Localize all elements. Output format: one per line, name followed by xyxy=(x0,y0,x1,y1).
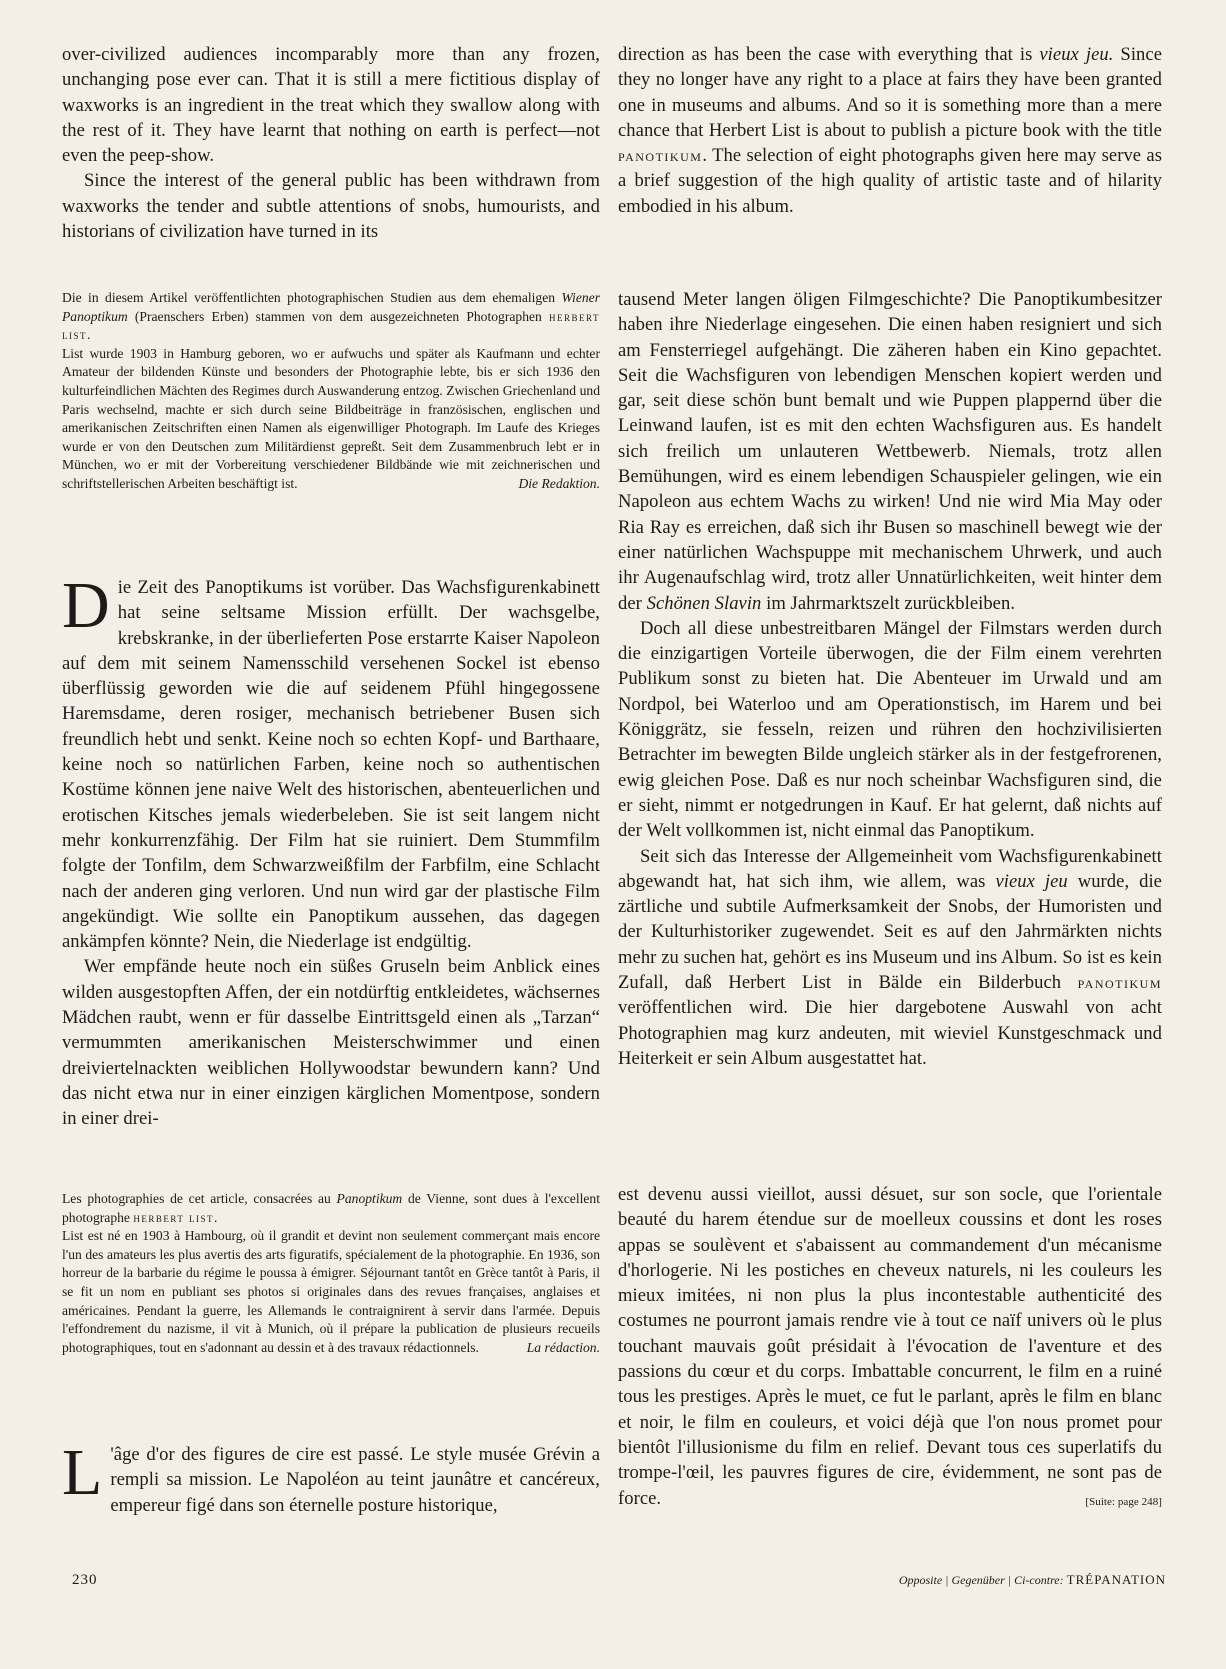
english-left-column xyxy=(62,42,600,244)
german-right-column xyxy=(618,287,1162,1071)
text-run: (Praenschers Erben) stammen von dem ausgezeichneten Photographen xyxy=(127,308,550,324)
german-paragraph xyxy=(618,844,1162,1072)
german-paragraph: Wer empfände heute noch ein süßes Gruseln beim Anblick eines wilden ausgestopften Affen, der ein notdürftig entkleidetes, wächsernes Mädchen raubt, wenn er für dasselbe Eintrittsgeld einen als „Tarzan“ vermummten amerikanischen Meisterschwimmer und einen dreiviertelnackten weiblichen Hollywoodstar bewundern kann? Und das nicht etwa nur in einer einzigen kärglichen Momentpose, sondern in einer drei- xyxy=(62,956,600,1130)
editor-signature: Die Redaktion. xyxy=(518,475,600,491)
french-right-column xyxy=(618,1182,1162,1515)
german-paragraph xyxy=(62,569,600,954)
text-run: List est né en 1903 à Hambourg, où il grandit et devint non seulement commerçant mais encore l'un des amateurs les plus avertis des arts figuratifs, spécialement de la photographie. En 1936, son horreur de la barbarie du régime le poussa à émigrer. Séjournant tantôt en Grèce tantôt à Paris, il se fit un nom en publiant ses photos si originales dans des revues françaises, anglaises et américaines. Pendant la guerre, les Allemands le contraignirent à servir dans l'armée. Depuis l'effondrement du nazisme, il vit à Munich, où il prépare la publication de plusieurs recueils photographiques, tout en s'adonnant au dessin et à des travaux rédactionnels. xyxy=(62,1228,600,1355)
text-run: . The selection of eight photographs given here may serve as a brief suggestion of the high quality of artistic taste and of hilarity embodied in his album. xyxy=(618,145,1162,217)
italic-run: vieux jeu xyxy=(995,870,1068,892)
note-paragraph xyxy=(62,1227,600,1357)
note-paragraph xyxy=(62,345,600,494)
text-run: List wurde 1903 in Hamburg geboren, wo er aufwuchs und später als Kaufmann und echter Amateur der bildenden Künste und besonders der Photographie lebte, bis er sich 1936 den kulturfeindlichen Mächten des Regimes durch Auswanderung entzog. Zwischen Griechenland und Paris wechselnd, machte er sich durch seine Bildbeiträge in französischen, englischen und amerikanischen Zeitschriften einen Namen als eigenwilliger Photograph. Im Laufe des Krieges wurde er von den Deutschen zum Militärdienst gepreßt. Seit dem Zusammenbruch lebt er in München, wo er mit der Vorbereitung verschiedener Bildbände wie mit zeichnerischen und schriftstellerischen Arbeiten beschäftigt ist. xyxy=(62,345,600,491)
text-run: Les photographies de cet article, consacrées au xyxy=(62,1191,337,1206)
german-paragraph xyxy=(618,287,1162,616)
italic-run: vieux jeu. xyxy=(1039,44,1114,65)
text-run: . xyxy=(213,1209,218,1225)
french-paragraph xyxy=(618,1182,1162,1511)
french-editor-note xyxy=(62,1190,600,1357)
german-editor-note xyxy=(62,289,600,494)
english-paragraph: Since the interest of the general public has been withdrawn from waxworks the tender and subtle attentions of snobs, humourists, and historians of civilization have turned in its xyxy=(62,170,600,243)
text-run: est devenu aussi vieillot, aussi désuet, sur son socle, que l'orientale beauté du harem étendue sur de moelleux coussins et dont les roses appas se soulèvent et s'abaissent au commandement d'un mécanisme d'horlogerie. Ni les postiches en cheveux naturels, ni les couleurs les mieux imitées, ni non plus la plus incontestable authenticité des costumes ne pourront jamais rendre vie à tout ce naïf univers où le plus touchant mauvais goût présidait à l'évocation de l'aventure et des passions du cœur et du corps. Imbattable concurrent, le film en a ruiné tous les prestiges. Après le muet, ce fut le parlant, après le film en blanc et noir, le film en couleurs, et voici déjà que l'on nous promet pour bientôt l'illusionisme du film en relief. Devant tous ces superlatifs du trompe-l'œil, les pauvres figures de cire, évidemment, ne sont pas de force. xyxy=(618,1184,1162,1509)
english-right-column xyxy=(618,42,1162,219)
text-run: Since they no longer have any right to a place at fairs they have been granted one in museums and albums. And so it is something more than a mere chance that Herbert List is about to publish a picture book with the title xyxy=(618,44,1162,141)
text-run: Die in diesem Artikel veröffentlichten photographischen Studien aus dem ehemaligen xyxy=(62,290,562,305)
french-paragraph xyxy=(62,1436,600,1518)
small-caps-title: panotikum xyxy=(618,146,703,166)
text-run: im Jahrmarktszelt zurückbleiben. xyxy=(761,592,1016,614)
continuation-note: [Suite: page 248] xyxy=(1085,1495,1162,1508)
text-run: tausend Meter langen öligen Filmgeschichte? Die Panoptikumbesitzer haben ihre Niederlage eingesehen. Die einen haben resigniert und sich am Fensterriegel aufgehängt. Die zäheren haben ein Kino gepachtet. Seit die Wachsfiguren von lebendigen Menschen kopiert werden und gar, seit diese schön bunt bemalt und wie Puppen plappernd über die Leinwand laufen, ist es mit den echten Wachsfiguren aus. Es handelt sich freilich um unlauteren Wettbewerb. Niemals, trotz allen Bemühungen, wird es einem lebendigen Schauspieler gelingen, wie ein Napoleon aus echtem Wachs zu wirken! Und nie wird Mia May oder Ria Ray es erreichen, daß sich ihr Busen so maschinell bewegt wie der einer natürlichen Wachspuppe mit mechanischem Uhrwerk, und auch ihr Augenaufschlag wird, trotz aller Unnatürlichkeiten, weit hinter dem der xyxy=(618,289,1162,614)
italic-run: Panoptikum xyxy=(336,1191,403,1206)
french-body-column xyxy=(62,1436,600,1518)
german-body-column xyxy=(62,569,600,1132)
text-run: ie Zeit des Panoptikums ist vorüber. Das Wachsfigurenkabinett hat seine seltsame Mission erfüllt. Der wachsgelbe, krebskranke, in der überlieferten Pose erstarrte Kaiser Napoleon auf dem mit seinem Namensschild versehenen Sockel ist ebenso überflüssig geworden wie die auf seidenem Pfühl hingegossene Haremsdame, deren rosiger, mechanisch betriebener Busen sich freundlich hebt und senkt. Keine noch so echten Kopf- und Barthaare, keine noch so natürlichen Farben, keine noch so authentischen Kostüme können jene naive Welt des historischen, abenteuerlichen und erotischen Kitsches jemals wiederbeleben. Sie ist seit langem nicht mehr konkurrenzfähig. Der Film hat sie ruiniert. Dem Stummfilm folgte der Tonfilm, dem Schwarzweißfilm der Farbfilm, eine Schlacht nach der anderen ging verloren. Und nun wird gar der plastische Film angekündigt. Wie sollte ein Panoptikum aussehen, das dagegen ankämpfen könnte? Nein, die Niederlage ist endgültig. xyxy=(62,577,600,953)
text-run: veröffentlichen wird. Die hier dargebotene Auswahl von acht Photographien mag kurz andeuten, mit wieviel Kunstgeschmack und Heiterkeit er sein Album ausgestattet hat. xyxy=(618,997,1162,1069)
drop-cap: L xyxy=(62,1436,103,1509)
drop-cap: D xyxy=(62,569,110,642)
text-run: 'âge d'or des figures de cire est passé. Le style musée Grévin a rempli sa mission. Le Napoléon au teint jaunâtre et cancéreux, empereur figé dans son éternelle posture historique, xyxy=(110,1444,600,1516)
english-paragraph xyxy=(618,42,1162,219)
text-run: Seit sich das Interesse der Allgemeinheit vom Wachsfigurenkabinett abgewandt hat, hat sich ihm, wie allem, was xyxy=(618,845,1162,892)
page-number: 230 xyxy=(72,1572,98,1588)
photo-caption xyxy=(899,1572,1166,1588)
italic-run: Schönen Slavin xyxy=(646,592,762,614)
text-run: wurde, die zärtliche und subtile Aufmerksamkeit der Snobs, der Humoristen und der Kulturhistoriker zugewendet. Seit es auf den Jahrmärkten nichts mehr zu suchen hat, gehört es ins Museum und ins Album. So ist es kein Zufall, daß Herbert List in Bälde ein Bilderbuch xyxy=(618,870,1162,994)
note-paragraph xyxy=(62,1190,600,1227)
editor-signature: La rédaction. xyxy=(526,1339,600,1355)
caption-title: TRÉPANATION xyxy=(1066,1572,1166,1587)
caption-label: Opposite | Gegenüber | Ci-contre: xyxy=(898,1573,1064,1587)
italic-run: Wiener Panoptikum xyxy=(62,290,600,324)
text-run: direction as has been the case with everything that is xyxy=(618,44,1040,65)
small-caps-title: panotikum xyxy=(1077,973,1162,993)
note-paragraph xyxy=(62,289,600,345)
photographer-name: herbert list xyxy=(133,1210,214,1225)
english-paragraph: over-civilized audiences incomparably more than any frozen, unchanging pose ever can. That it is still a mere fictitious display of waxworks is an ingredient in the treat which they swallow along with the rest of it. They have learnt that nothing on earth is perfect—not even the peep-show. xyxy=(62,44,600,167)
text-run: de Vienne, sont dues à l'excellent photographe xyxy=(62,1191,600,1225)
text-run: . xyxy=(87,327,91,343)
german-paragraph: Doch all diese unbestreitbaren Mängel der Filmstars werden durch die einzigartigen Vorteile überwogen, die der Film einem verehrten Publikum sonst zu bieten hat. Die Abenteuer im Urwald und am Nordpol, bei Waterloo und am Operationstisch, im Harem und bei Königgrätz, sie fesseln, reizen und rühren den hochzivilisierten Betrachter im bewegten Bilde ungleich stärker als in der festgefrorenen, ewig gleichen Pose. Daß es nur noch scheinbar Wachsfiguren sind, die er sieht, nimmt er notgedrungen in Kauf. Er hat gelernt, daß nichts auf der Welt vollkommen ist, nicht einmal das Panoptikum. xyxy=(618,617,1162,842)
photographer-name: herbert list xyxy=(62,309,600,343)
